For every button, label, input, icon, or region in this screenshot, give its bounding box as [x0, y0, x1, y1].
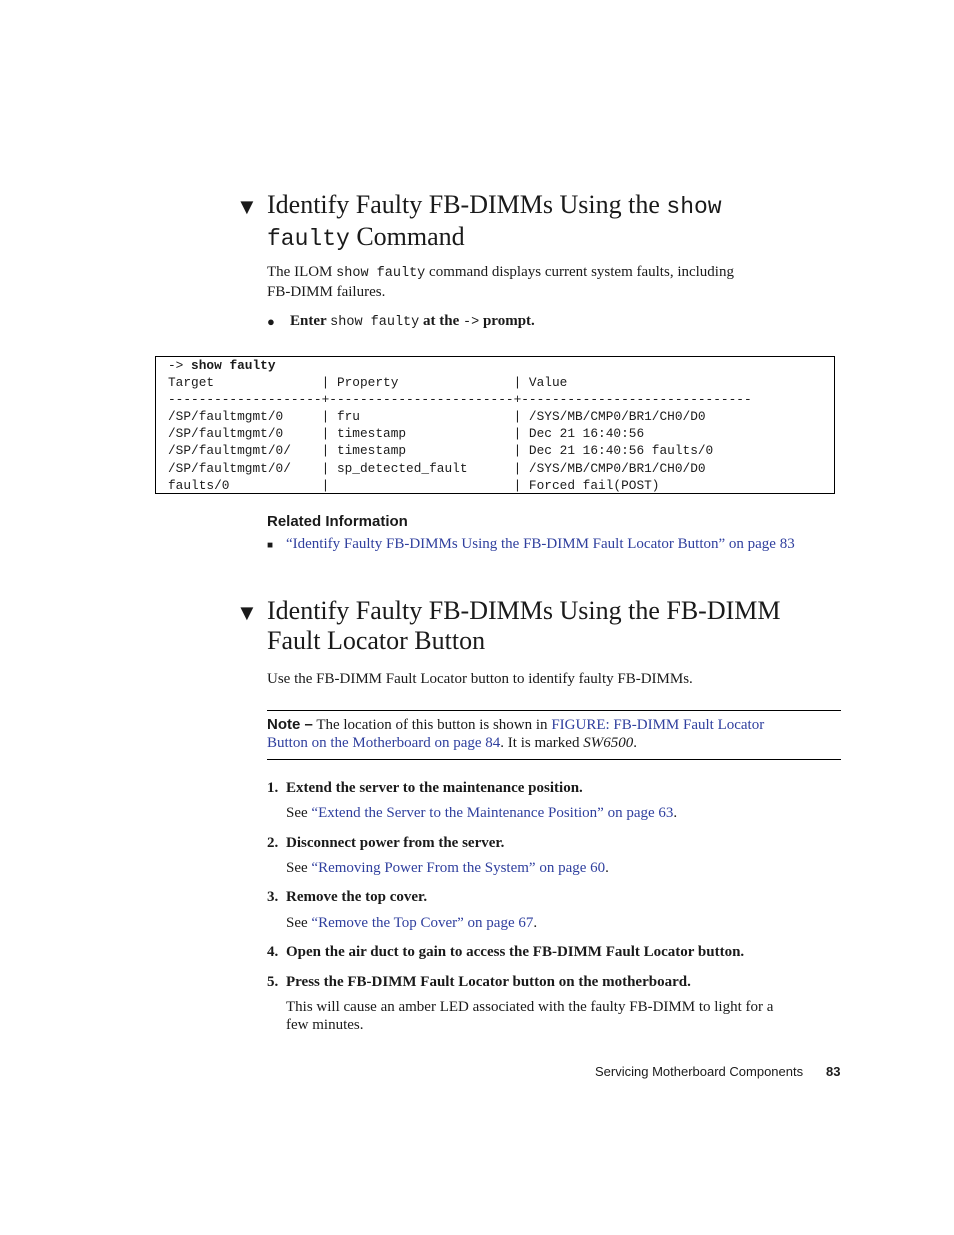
- code-line: --------------------+------------------------+------------------------------: [168, 392, 752, 408]
- note-bottom-rule: [267, 759, 841, 760]
- step-title: Remove the top cover.: [286, 889, 428, 905]
- down-triangle-icon: ▼: [236, 600, 258, 625]
- note-text: .: [633, 735, 637, 751]
- intro-text: FB-DIMM failures.: [267, 284, 386, 300]
- see-text: See: [286, 805, 312, 821]
- note-text: The location of this button is shown in: [312, 717, 552, 733]
- code-example-box: [155, 356, 835, 494]
- footer-chapter-title: Servicing Motherboard Components: [595, 1064, 804, 1079]
- down-triangle-icon: ▼: [236, 194, 258, 219]
- bullet-text: at the: [419, 313, 464, 329]
- desc-text: few minutes.: [286, 1017, 364, 1033]
- intro-text: The ILOM: [267, 264, 337, 280]
- step-number: 3.: [267, 889, 279, 905]
- square-bullet-icon: ■: [267, 540, 274, 551]
- see-text: .: [605, 860, 609, 876]
- code-line: /SP/faultmgmt/0 | fru | /SYS/MB/CMP0/BR1/CH0/D0: [168, 409, 706, 425]
- code-prompt: ->: [168, 358, 184, 373]
- step-link[interactable]: “Remove the Top Cover” on page 67: [311, 915, 534, 931]
- heading-part: Identify Faulty FB-DIMMs Using the: [267, 190, 667, 219]
- step-link[interactable]: “Extend the Server to the Maintenance Position” on page 63: [311, 805, 674, 821]
- step-title: Extend the server to the maintenance position.: [286, 780, 583, 796]
- code-line: /SP/faultmgmt/0 | timestamp | Dec 21 16:40:56: [168, 426, 645, 442]
- heading-text: [267, 596, 867, 656]
- figure-link[interactable]: Button on the Motherboard on page 84: [267, 735, 501, 751]
- note-top-rule: [267, 710, 841, 711]
- code-line: faults/0 | | Forced fail(POST): [168, 477, 660, 493]
- related-link[interactable]: “Identify Faulty FB-DIMMs Using the FB-DIMM Fault Locator Button” on page 83: [286, 536, 795, 552]
- intro-code: show faulty: [336, 266, 426, 281]
- heading-line: Fault Locator Button: [267, 626, 486, 655]
- see-text: See: [286, 915, 312, 931]
- step-description: [286, 998, 836, 1034]
- code-block: [168, 357, 752, 494]
- note-text: . It is marked: [500, 735, 584, 751]
- note-marked-label: SW6500: [583, 735, 634, 751]
- step-see: [286, 914, 836, 932]
- related-information-heading: Related Information: [267, 513, 408, 530]
- bullet-dot-icon: ●: [267, 314, 275, 329]
- step-number: 2.: [267, 835, 279, 851]
- step-link[interactable]: “Removing Power From the System” on page 60: [311, 860, 606, 876]
- see-text: .: [533, 915, 538, 931]
- code-line: /SP/faultmgmt/0/ | timestamp | Dec 21 16:40:56 faults/0: [168, 443, 714, 459]
- heading-part: Command: [349, 222, 465, 251]
- see-text: See: [286, 860, 312, 876]
- code-line: /SP/faultmgmt/0/ | sp_detected_fault | /SYS/MB/CMP0/BR1/CH0/D0: [168, 460, 706, 476]
- step-title: Open the air duct to gain to access the FB-DIMM Fault Locator button.: [286, 944, 745, 960]
- step-number: 5.: [267, 974, 279, 990]
- code-line: Target | Property | Value: [168, 375, 568, 391]
- bullet-code: show faulty: [330, 315, 420, 330]
- step-number: 4.: [267, 944, 279, 960]
- step-see: [286, 859, 836, 877]
- heading-code: show: [666, 194, 722, 220]
- step-number: 1.: [267, 780, 279, 796]
- footer-page-number: 83: [826, 1064, 841, 1079]
- heading-code: faulty: [267, 226, 350, 252]
- code-command: show faulty: [191, 358, 276, 373]
- note-box: [267, 716, 841, 752]
- desc-text: This will cause an amber LED associated with the faulty FB-DIMM to light for a: [286, 999, 774, 1015]
- section2-intro: Use the FB-DIMM Fault Locator button to identify faulty FB-DIMMs.: [267, 671, 693, 687]
- step-title: Disconnect power from the server.: [286, 835, 505, 851]
- bullet-text: Enter: [290, 313, 331, 329]
- figure-link[interactable]: FIGURE: FB-DIMM Fault Locator: [551, 717, 765, 733]
- step-see: [286, 804, 836, 822]
- see-text: .: [673, 805, 678, 821]
- bullet-text: prompt.: [479, 313, 535, 329]
- heading-line: Identify Faulty FB-DIMMs Using the FB-DIMM: [267, 596, 781, 625]
- step-title: Press the FB-DIMM Fault Locator button on the motherboard.: [286, 974, 691, 990]
- bullet-instruction: [290, 312, 535, 332]
- intro-text: command displays current system faults, including: [425, 264, 734, 280]
- intro-paragraph: [267, 263, 734, 301]
- note-label: Note –: [267, 716, 313, 733]
- bullet-prompt: ->: [463, 315, 480, 330]
- heading-text: [267, 190, 867, 254]
